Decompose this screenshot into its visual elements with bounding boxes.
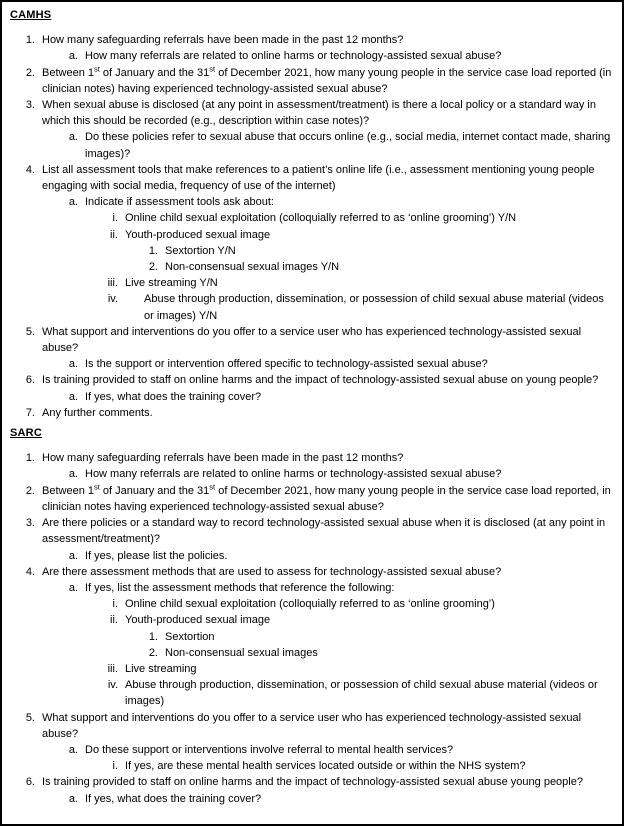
list-marker: 7. (25, 406, 35, 419)
list-item-text: How many safeguarding referrals have been made in the past 12 months? (42, 452, 404, 465)
list-marker: 6. (25, 776, 35, 789)
list-item-text: Sextortion (165, 630, 215, 643)
list-item (10, 32, 616, 48)
list-marker: 1. (148, 244, 158, 257)
list-item-text: Abuse through production, dissemination, or possession of child sexual abuse material (videos or images) Y/N (144, 293, 604, 322)
list-item (10, 291, 616, 323)
list-item (10, 356, 616, 372)
list-item (10, 450, 616, 466)
list-item-text: Online child sexual exploitation (colloquially referred to as ‘online grooming’) (125, 598, 495, 611)
list-marker: a. (68, 792, 78, 805)
section-sarc (10, 425, 616, 807)
list-item (10, 48, 616, 64)
list-item (10, 580, 616, 596)
list-item-text: Live streaming Y/N (125, 277, 218, 290)
list-item (10, 661, 616, 677)
list-item-text: Youth-produced sexual image (125, 228, 271, 241)
list-item (10, 97, 616, 129)
list-item-text: Between 1st of January and the 31st of December 2021, how many young people in the service case load reported, in clinician notes having experienced technology-assisted sexual abuse? (42, 482, 611, 513)
list-item-text: Between 1st of January and the 31st of December 2021, how many young people in the service case load reported (in clinician notes) having experienced technology-assisted sexual abuse? (42, 63, 612, 95)
list-item-text: If yes, what does the training cover? (85, 390, 262, 403)
list-item (10, 612, 616, 628)
list-marker: 3. (25, 517, 35, 530)
list-item (10, 596, 616, 612)
list-marker: a. (68, 390, 78, 403)
list-item (10, 548, 616, 564)
list-item-text: Live streaming (125, 662, 197, 675)
list-item-text: Is training provided to staff on online harms and the impact of technology-assisted sexual abuse young people? (42, 776, 583, 789)
list-item-text: When sexual abuse is disclosed (at any point in assessment/treatment) is there a local policy or a standard way in which this should be recorded (e.g., description within case notes)? (42, 99, 596, 128)
list-item (10, 629, 616, 645)
list-marker: a. (68, 743, 78, 756)
list-marker: 5. (25, 325, 35, 338)
list-item-text: Do these support or interventions involve referral to mental health services? (85, 743, 454, 756)
list-item-text: How many referrals are related to online harms or technology-assisted sexual abuse? (85, 50, 502, 63)
list-item (10, 466, 616, 482)
list-marker: iv. (107, 293, 118, 306)
list-marker: a. (68, 196, 78, 209)
list-marker: 4. (25, 565, 35, 578)
list-item (10, 742, 616, 758)
list-item-text: Any further comments. (42, 406, 153, 419)
list-marker: iv. (107, 679, 118, 692)
list-item-text: If yes, please list the policies. (85, 549, 228, 562)
list-item (10, 65, 616, 97)
list-marker: 6. (25, 374, 35, 387)
list-item-text: Is the support or intervention offered specific to technology-assisted sexual abuse? (85, 358, 488, 371)
list-marker: i. (112, 598, 118, 611)
list-item-text: Sextortion Y/N (165, 244, 236, 257)
list-item (10, 483, 616, 515)
list-item-text: Youth-produced sexual image (125, 614, 271, 627)
list-item-text: Abuse through production, dissemination, or possession of child sexual abuse material (videos or images) (125, 679, 598, 708)
list-marker: 1. (148, 630, 158, 643)
list-marker: a. (68, 468, 78, 481)
list-item-text: List all assessment tools that make references to a patient’s online life (i.e., assessment mentioning young people engaging with social media, frequency of use of the internet) (42, 163, 595, 193)
list-item (10, 210, 616, 226)
list-marker: 1. (25, 452, 35, 465)
section-heading: SARC (10, 427, 42, 440)
list-marker: ii. (110, 614, 118, 627)
list-item-text: How many referrals are related to online harms or technology-assisted sexual abuse? (85, 468, 502, 481)
list-marker: a. (68, 50, 78, 63)
list-item (10, 564, 616, 580)
list-item-text: If yes, what does the training cover? (85, 792, 262, 805)
list-item (10, 372, 616, 388)
list-item (10, 710, 616, 742)
list-item (10, 259, 616, 275)
list-item (10, 677, 616, 709)
list-marker: 2. (25, 66, 35, 79)
list-item (10, 405, 616, 421)
list-marker: iii. (107, 662, 118, 675)
list-item (10, 389, 616, 405)
list-marker: 2. (25, 484, 35, 497)
list-item-text: How many safeguarding referrals have been made in the past 12 months? (42, 34, 404, 47)
list-item (10, 515, 616, 547)
list-marker: ii. (110, 228, 118, 241)
list-marker: 1. (25, 34, 35, 47)
list-item (10, 645, 616, 661)
list-item (10, 774, 616, 790)
list-item (10, 194, 616, 210)
list-item (10, 129, 616, 161)
list-marker: i. (112, 212, 118, 225)
list-item (10, 791, 616, 807)
document-page (2, 2, 622, 824)
list-item-text: What support and interventions do you offer to a service user who has experienced technology-assisted sexual abuse? (42, 711, 582, 740)
list-marker: 2. (148, 261, 158, 274)
list-item-text: Non-consensual sexual images Y/N (165, 261, 340, 274)
list-marker: a. (68, 358, 78, 371)
list-item (10, 227, 616, 243)
list-item-text: Indicate if assessment tools ask about: (85, 196, 274, 209)
list-marker: a. (68, 549, 78, 562)
list-item-text: If yes, list the assessment methods that reference the following: (85, 581, 395, 594)
list-item-text: Are there policies or a standard way to record technology-assisted sexual abuse when it is disclosed (at any point in assessment/treatment)? (42, 517, 606, 546)
section-camhs (10, 7, 616, 421)
list-marker: a. (68, 581, 78, 594)
list-item-text: Do these policies refer to sexual abuse that occurs online (e.g., social media, internet contact made, sharing images)? (85, 131, 611, 160)
list-marker: 5. (25, 711, 35, 724)
list-item-text: Online child sexual exploitation (colloquially referred to as ‘online grooming’) Y/N (125, 212, 517, 225)
list-item (10, 758, 616, 774)
list-item (10, 324, 616, 356)
list-item-text: Is training provided to staff on online harms and the impact of technology-assisted sexual abuse on young people? (42, 374, 599, 387)
list-marker: 3. (25, 99, 35, 112)
list-marker: 4. (25, 163, 35, 176)
list-item-text: Are there assessment methods that are used to assess for technology-assisted sexual abuse? (42, 565, 502, 578)
list-marker: i. (112, 760, 118, 773)
list-item-text: Non-consensual sexual images (165, 646, 318, 659)
list-marker: 2. (148, 646, 158, 659)
list-item-text: What support and interventions do you offer to a service user who has experienced technology-assisted sexual abuse? (42, 325, 582, 355)
list-item (10, 275, 616, 291)
section-heading: CAMHS (10, 9, 52, 21)
list-marker: iii. (107, 277, 118, 290)
list-marker: a. (68, 131, 78, 144)
list-item (10, 162, 616, 194)
list-item-text: If yes, are these mental health services located outside or within the NHS system? (125, 760, 526, 773)
list-item (10, 243, 616, 259)
